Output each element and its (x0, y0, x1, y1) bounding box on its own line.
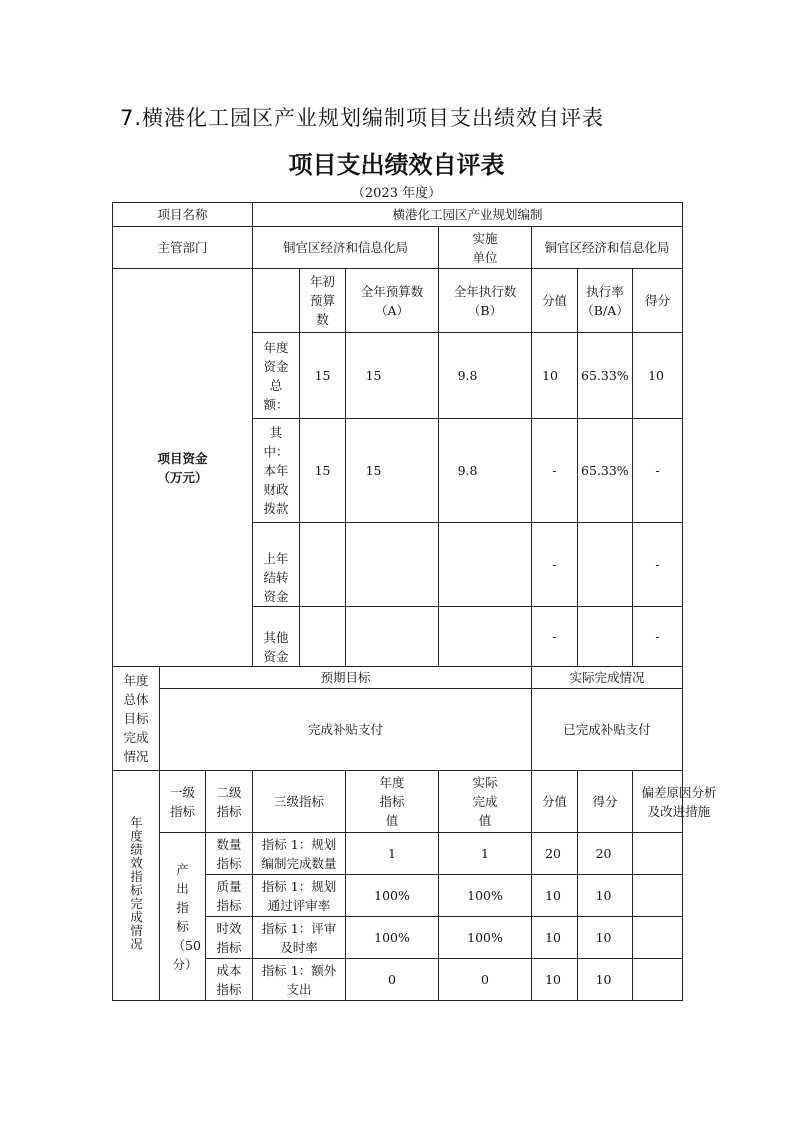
funds-rate: 65.33% (578, 419, 633, 523)
funds-score: 10 (633, 333, 683, 419)
funds-executed: 9.8 (439, 333, 532, 419)
indicator-actual: 100% (439, 875, 532, 917)
actual-goal-label: 实际完成情况 (532, 667, 683, 689)
indicators-header-level3: 三级指标 (253, 771, 346, 833)
funds-executed (439, 607, 532, 667)
indicator-score: 10 (578, 917, 633, 959)
funds-initial (300, 523, 346, 607)
implementing-unit-label: 实施单位 (439, 227, 532, 269)
indicator-target: 100% (346, 917, 439, 959)
funds-score-value: 10 (532, 333, 578, 419)
funds-row-label: 其他资金 (253, 607, 300, 667)
document-heading: 7.横港化工园区产业规划编制项目支出绩效自评表 (120, 106, 605, 130)
indicator-level3: 指标 1：规划通过评审率 (253, 875, 346, 917)
row-indicators-header (113, 771, 683, 833)
funds-annual: 15 (346, 333, 439, 419)
row-project-name (113, 203, 683, 227)
indicator-actual: 0 (439, 959, 532, 1001)
indicator-note (633, 833, 683, 875)
form-year: （2023 年度） (351, 186, 442, 201)
funds-score: - (633, 419, 683, 523)
funds-header-executed: 全年执行数（B） (439, 269, 532, 333)
funds-score: - (633, 523, 683, 607)
indicator-level2: 成本指标 (206, 959, 253, 1001)
funds-header-rate: 执行率（B/A） (578, 269, 633, 333)
row-funds-header (113, 269, 683, 333)
indicators-header-target: 年度指标值 (346, 771, 439, 833)
indicators-header-level1: 一级指标 (160, 771, 206, 833)
indicator-row (113, 833, 683, 875)
form-title: 项目支出绩效自评表 (288, 151, 505, 179)
indicator-note (633, 875, 683, 917)
department-value: 铜官区经济和信息化局 (253, 227, 439, 269)
actual-goal-value: 已完成补贴支付 (532, 689, 683, 771)
indicator-actual: 100% (439, 917, 532, 959)
expected-goal-value: 完成补贴支付 (160, 689, 532, 771)
indicator-score: 10 (578, 875, 633, 917)
indicator-level2: 时效指标 (206, 917, 253, 959)
indicator-value: 20 (532, 833, 578, 875)
level1-output-indicators: 产出指标（50分） (160, 833, 206, 1001)
funds-score: - (633, 607, 683, 667)
indicators-header-actual: 实际完成值 (439, 771, 532, 833)
indicators-header-note: 偏差原因分析及改进措施 (633, 771, 683, 833)
funds-annual: 15 (346, 419, 439, 523)
indicators-header-value: 分值 (532, 771, 578, 833)
funds-annual (346, 607, 439, 667)
funds-rate (578, 607, 633, 667)
indicator-target: 1 (346, 833, 439, 875)
indicator-level3: 指标 1：额外支出 (253, 959, 346, 1001)
funds-rate: 65.33% (578, 333, 633, 419)
funds-header-initial: 年初预算数 (300, 269, 346, 333)
funds-initial (300, 607, 346, 667)
row-department (113, 227, 683, 269)
expected-goal-label: 预期目标 (160, 667, 532, 689)
goals-label: 年度总体目标完成情况 (113, 667, 160, 771)
funds-header-score-value: 分值 (532, 269, 578, 333)
indicator-level2: 质量指标 (206, 875, 253, 917)
indicators-header-score: 得分 (578, 771, 633, 833)
funds-score-value: - (532, 419, 578, 523)
indicator-score: 10 (578, 959, 633, 1001)
department-label: 主管部门 (113, 227, 253, 269)
indicator-value: 10 (532, 875, 578, 917)
funds-score-value: - (532, 607, 578, 667)
project-name-value: 横港化工园区产业规划编制 (253, 203, 683, 227)
funds-executed (439, 523, 532, 607)
funds-rate (578, 523, 633, 607)
funds-annual (346, 523, 439, 607)
funds-row-label: 其中：本年财政拨款 (253, 419, 300, 523)
indicator-level3: 指标 1：规划编制完成数量 (253, 833, 346, 875)
indicator-target: 0 (346, 959, 439, 1001)
indicator-value: 10 (532, 917, 578, 959)
indicator-level3: 指标 1：评审及时率 (253, 917, 346, 959)
funds-header-blank (253, 269, 300, 333)
funds-initial: 15 (300, 419, 346, 523)
funds-label: 项目资金（万元） (113, 269, 253, 667)
funds-row-label: 年度资金总额： (253, 333, 300, 419)
funds-header-score: 得分 (633, 269, 683, 333)
indicator-note (633, 959, 683, 1001)
indicators-header-level2: 二级指标 (206, 771, 253, 833)
funds-score-value: - (532, 523, 578, 607)
indicator-note (633, 917, 683, 959)
indicator-score: 20 (578, 833, 633, 875)
indicator-actual: 1 (439, 833, 532, 875)
indicator-level2: 数量指标 (206, 833, 253, 875)
indicators-label: 年度绩效指标完成情况 (113, 771, 160, 1001)
funds-initial: 15 (300, 333, 346, 419)
indicator-target: 100% (346, 875, 439, 917)
implementing-unit-value: 铜官区经济和信息化局 (532, 227, 683, 269)
funds-header-annual: 全年预算数（A） (346, 269, 439, 333)
row-goals-header (113, 667, 683, 689)
self-evaluation-table (112, 202, 717, 1001)
project-name-label: 项目名称 (113, 203, 253, 227)
funds-executed: 9.8 (439, 419, 532, 523)
indicator-value: 10 (532, 959, 578, 1001)
row-goals-values (113, 689, 683, 771)
funds-row-label: 上年结转资金 (253, 523, 300, 607)
